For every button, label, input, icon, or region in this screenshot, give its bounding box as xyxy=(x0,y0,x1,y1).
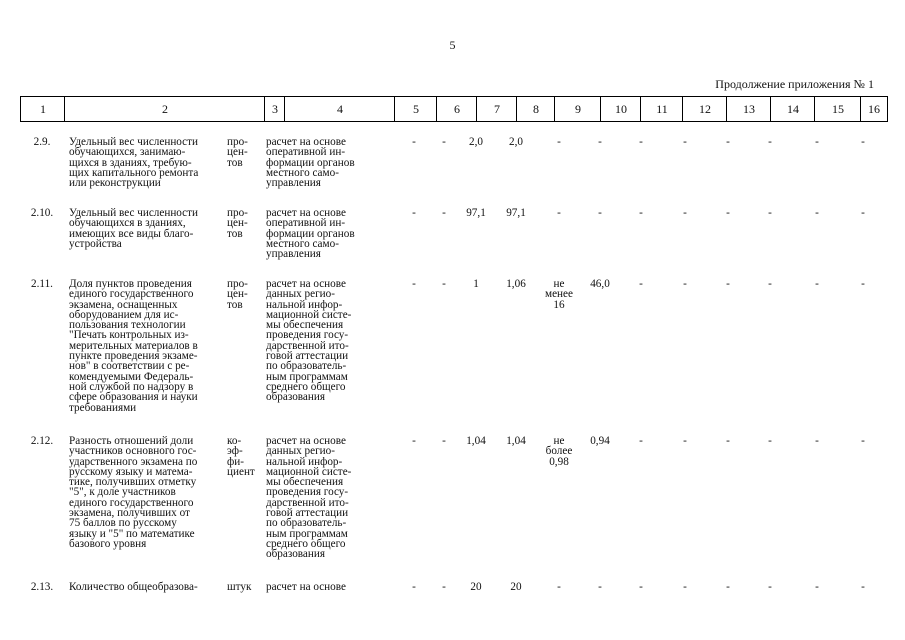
value-col-10: 46,0 xyxy=(590,278,610,290)
value-col-6: - xyxy=(442,278,446,290)
page-number: 5 xyxy=(449,38,456,52)
value-col-15: - xyxy=(815,207,819,219)
header-col-11: 11 xyxy=(640,96,683,122)
header-col-4: 4 xyxy=(284,96,395,122)
value-col-13: - xyxy=(726,278,730,290)
calculation-method: расчет на основе оперативной ин- формации органов местного само- управления xyxy=(266,136,355,190)
header-col-13: 13 xyxy=(726,96,771,122)
value-col-5: - xyxy=(412,278,416,290)
value-col-6: - xyxy=(442,136,446,148)
calculation-method: расчет на основе оперативной ин- формации органов местного само- управления xyxy=(266,207,355,261)
value-col-9: - xyxy=(557,581,561,593)
value-col-7: 1,04 xyxy=(466,435,486,447)
value-col-14: - xyxy=(768,435,772,447)
value-col-9: - xyxy=(557,136,561,148)
value-col-8: 20 xyxy=(510,581,522,593)
row-id: 2.13. xyxy=(30,581,54,593)
value-col-16: - xyxy=(861,207,865,219)
value-col-7: 97,1 xyxy=(466,207,486,219)
value-col-9: - xyxy=(557,207,561,219)
value-col-8: 2,0 xyxy=(509,136,523,148)
value-col-11: - xyxy=(639,581,643,593)
value-col-8: 1,04 xyxy=(506,435,526,447)
header-col-3: 3 xyxy=(264,96,285,122)
value-col-9: не более 0,98 xyxy=(545,435,573,468)
value-col-11: - xyxy=(639,207,643,219)
value-col-6: - xyxy=(442,207,446,219)
value-col-7: 20 xyxy=(470,581,482,593)
indicator-name: Количество общеобразова- xyxy=(69,581,198,593)
value-col-15: - xyxy=(815,581,819,593)
header-col-10: 10 xyxy=(600,96,641,122)
header-col-7: 7 xyxy=(476,96,517,122)
row-id: 2.10. xyxy=(30,207,54,219)
calculation-method: расчет на основе данных регио- нальной инфор- мационной систе- мы обеспечения проведения госу- дарственной ито- говой аттестации по образователь- ным программам среднего общего образования xyxy=(266,278,352,404)
value-col-13: - xyxy=(726,136,730,148)
value-col-14: - xyxy=(768,207,772,219)
value-col-14: - xyxy=(768,581,772,593)
value-col-16: - xyxy=(861,581,865,593)
value-col-10: - xyxy=(598,207,602,219)
header-col-15: 15 xyxy=(814,96,861,122)
value-col-13: - xyxy=(726,581,730,593)
value-col-12: - xyxy=(683,136,687,148)
value-col-10: - xyxy=(598,136,602,148)
calculation-method: расчет на основе данных регио- нальной инфор- мационной систе- мы обеспечения проведения госу- дарственной ито- говой аттестации по образователь- ным программам среднего общего образования xyxy=(266,435,352,561)
value-col-11: - xyxy=(639,136,643,148)
value-col-14: - xyxy=(768,136,772,148)
header-col-8: 8 xyxy=(516,96,555,122)
value-col-16: - xyxy=(861,136,865,148)
value-col-12: - xyxy=(683,207,687,219)
value-col-10: - xyxy=(598,581,602,593)
appendix-continuation-note: Продолжение приложения № 1 xyxy=(715,77,874,91)
unit-of-measure: про- цен- тов xyxy=(227,136,248,169)
value-col-14: - xyxy=(768,278,772,290)
indicator-name: Разность отношений доли участников основного гос- ударственного экзамена по русскому языку и матема- тике, получивших отметку "5", к доле участников единого государственного экзамена, получивших от 75 баллов по русскому языку и "5" по математике базового уровня xyxy=(69,435,198,550)
unit-of-measure: про- цен- тов xyxy=(227,207,248,240)
unit-of-measure: про- цен- тов xyxy=(227,278,248,311)
header-col-14: 14 xyxy=(770,96,815,122)
value-col-5: - xyxy=(412,435,416,447)
value-col-6: - xyxy=(442,435,446,447)
row-id: 2.12. xyxy=(30,435,54,447)
table-header-row xyxy=(20,96,887,122)
header-col-9: 9 xyxy=(554,96,601,122)
value-col-5: - xyxy=(412,581,416,593)
value-col-12: - xyxy=(683,581,687,593)
value-col-6: - xyxy=(442,581,446,593)
value-col-8: 97,1 xyxy=(506,207,526,219)
indicator-name: Доля пунктов проведения единого государственного экзамена, оснащенных оборудованием для ис- пользования технологии "Печать контрольных из- мерительных материалов в пункте проведения экзаме- нов" в соответствии с ре- комендуемыми Федераль- ной службой по надзору в сфере образования и науки требованиями xyxy=(69,278,198,414)
unit-of-measure: ко- эф- фи- циент xyxy=(227,435,255,478)
value-col-7: 2,0 xyxy=(469,136,483,148)
value-col-7: 1 xyxy=(473,278,479,290)
value-col-5: - xyxy=(412,207,416,219)
value-col-10: 0,94 xyxy=(590,435,610,447)
indicator-name: Удельный вес численности обучающихся в зданиях, имеющих все виды благо- устройства xyxy=(69,207,199,250)
value-col-5: - xyxy=(412,136,416,148)
value-col-8: 1,06 xyxy=(506,278,526,290)
value-col-16: - xyxy=(861,435,865,447)
value-col-12: - xyxy=(683,435,687,447)
value-col-13: - xyxy=(726,435,730,447)
header-col-16: 16 xyxy=(860,96,888,122)
unit-of-measure: штук xyxy=(227,581,252,593)
header-col-1: 1 xyxy=(20,96,65,122)
row-id: 2.9. xyxy=(33,136,51,148)
value-col-15: - xyxy=(815,136,819,148)
value-col-15: - xyxy=(815,278,819,290)
value-col-15: - xyxy=(815,435,819,447)
calculation-method: расчет на основе xyxy=(266,581,346,593)
indicator-name: Удельный вес численности обучающихся, занимаю- щихся в зданиях, требую- щих капитального ремонта или реконструкции xyxy=(69,136,199,190)
value-col-16: - xyxy=(861,278,865,290)
value-col-13: - xyxy=(726,207,730,219)
header-col-2: 2 xyxy=(64,96,265,122)
header-col-6: 6 xyxy=(436,96,477,122)
value-col-11: - xyxy=(639,278,643,290)
value-col-11: - xyxy=(639,435,643,447)
row-id: 2.11. xyxy=(31,278,53,290)
value-col-9: не менее 16 xyxy=(545,278,573,311)
value-col-12: - xyxy=(683,278,687,290)
header-col-12: 12 xyxy=(682,96,727,122)
header-col-5: 5 xyxy=(394,96,437,122)
